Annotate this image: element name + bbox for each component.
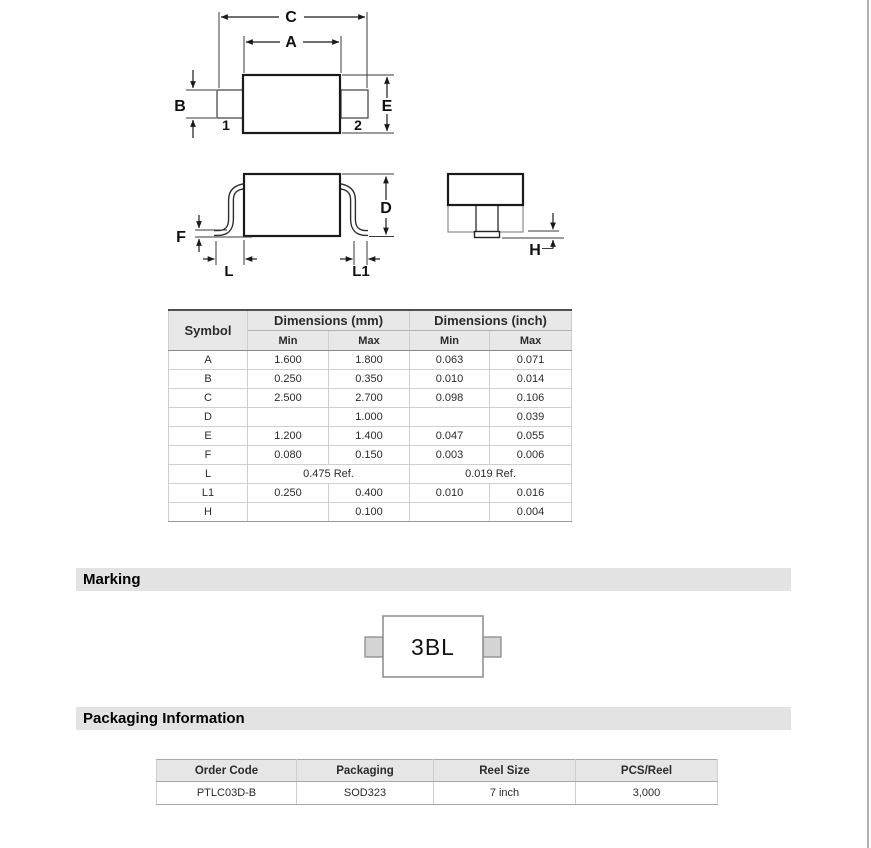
symbol-cell: E — [169, 427, 248, 446]
table-row — [169, 427, 572, 446]
symbol-cell: L — [169, 465, 248, 484]
inch-max-cell: 0.016 — [490, 484, 572, 503]
inch-min-cell: 0.098 — [410, 389, 490, 408]
mm-max-cell: 1.800 — [329, 351, 410, 370]
table-row — [169, 465, 572, 484]
inch-min-cell: 0.010 — [410, 370, 490, 389]
top-view-body — [243, 75, 340, 133]
mm-min-cell: 1.600 — [248, 351, 329, 370]
mm-ref-cell: 0.475 Ref. — [248, 465, 410, 484]
mm-min-cell — [248, 408, 329, 427]
mm-max-cell: 1.000 — [329, 408, 410, 427]
symbol-cell: C — [169, 389, 248, 408]
mm-min-cell: 0.250 — [248, 484, 329, 503]
section-heading-packaging: Packaging Information — [76, 707, 791, 730]
col-header-symbol: Symbol — [169, 310, 248, 351]
inch-min-cell: 0.047 — [410, 427, 490, 446]
inch-ref-cell: 0.019 Ref. — [410, 465, 572, 484]
inch-min-cell: 0.010 — [410, 484, 490, 503]
packaging-table — [156, 759, 718, 805]
table-row — [169, 389, 572, 408]
mm-min-cell: 0.080 — [248, 446, 329, 465]
symbol-cell: A — [169, 351, 248, 370]
order-code-cell: PTLC03D-B — [157, 782, 297, 805]
dim-label-l1: L1 — [352, 263, 370, 280]
mm-min-cell — [248, 503, 329, 522]
col-header-order-code: Order Code — [157, 760, 297, 782]
dim-label-f: F — [176, 229, 186, 246]
dim-label-b: B — [174, 98, 186, 115]
side-view-diagram — [176, 174, 394, 280]
mm-min-cell: 0.250 — [248, 370, 329, 389]
mm-max-cell: 1.400 — [329, 427, 410, 446]
end-view-diagram — [448, 174, 564, 259]
end-view-foot — [475, 232, 500, 238]
dim-label-l: L — [224, 263, 234, 280]
marking-diagram — [365, 616, 501, 677]
inch-max-cell: 0.039 — [490, 408, 572, 427]
end-view-tab — [476, 205, 498, 232]
symbol-cell: H — [169, 503, 248, 522]
top-view-lead2 — [341, 90, 368, 118]
inch-max-cell: 0.006 — [490, 446, 572, 465]
pin1-label: 1 — [222, 117, 230, 133]
col-header-inch-min: Min — [410, 331, 490, 351]
mm-min-cell: 2.500 — [248, 389, 329, 408]
pin2-label: 2 — [354, 117, 362, 133]
inch-max-cell: 0.106 — [490, 389, 572, 408]
inch-max-cell: 0.014 — [490, 370, 572, 389]
mm-max-cell: 0.350 — [329, 370, 410, 389]
col-header-mm-max: Max — [329, 331, 410, 351]
col-header-pcs-reel: PCS/Reel — [576, 760, 718, 782]
section-heading-marking: Marking — [76, 568, 791, 591]
marking-lead-right — [483, 637, 501, 657]
symbol-cell: F — [169, 446, 248, 465]
col-header-reel-size: Reel Size — [434, 760, 576, 782]
end-view-body — [448, 174, 523, 205]
marking-lead-left — [365, 637, 383, 657]
inch-max-cell: 0.071 — [490, 351, 572, 370]
table-row — [169, 484, 572, 503]
col-header-packaging: Packaging — [297, 760, 434, 782]
dim-label-e: E — [381, 98, 393, 115]
dimensions-table — [168, 309, 572, 522]
dim-label-d: D — [380, 200, 392, 217]
mm-min-cell: 1.200 — [248, 427, 329, 446]
packaging-cell: SOD323 — [297, 782, 434, 805]
inch-min-cell: 0.003 — [410, 446, 490, 465]
marking-code: 3BL — [411, 634, 455, 660]
reel-size-cell: 7 inch — [434, 782, 576, 805]
col-header-dimensions-inch: Dimensions (inch) — [410, 310, 572, 331]
table-row — [169, 351, 572, 370]
table-row — [169, 408, 572, 427]
pcs-reel-cell: 3,000 — [576, 782, 718, 805]
symbol-cell: B — [169, 370, 248, 389]
table-row — [157, 782, 718, 805]
col-header-inch-max: Max — [490, 331, 572, 351]
dim-label-a: A — [285, 34, 297, 51]
top-view-diagram — [174, 9, 394, 138]
mm-max-cell: 0.100 — [329, 503, 410, 522]
mm-max-cell: 0.150 — [329, 446, 410, 465]
table-row — [169, 446, 572, 465]
symbol-cell: L1 — [169, 484, 248, 503]
symbol-cell: D — [169, 408, 248, 427]
inch-max-cell: 0.055 — [490, 427, 572, 446]
mm-max-cell: 0.400 — [329, 484, 410, 503]
dim-label-h: H — [529, 242, 541, 259]
mm-max-cell: 2.700 — [329, 389, 410, 408]
side-view-body — [244, 174, 340, 236]
inch-min-cell — [410, 503, 490, 522]
inch-min-cell — [410, 408, 490, 427]
col-header-dimensions-mm: Dimensions (mm) — [248, 310, 410, 331]
dim-label-c: C — [285, 9, 297, 26]
col-header-mm-min: Min — [248, 331, 329, 351]
inch-max-cell: 0.004 — [490, 503, 572, 522]
top-view-lead1 — [217, 90, 243, 118]
table-row — [169, 503, 572, 522]
inch-min-cell: 0.063 — [410, 351, 490, 370]
table-row — [169, 370, 572, 389]
